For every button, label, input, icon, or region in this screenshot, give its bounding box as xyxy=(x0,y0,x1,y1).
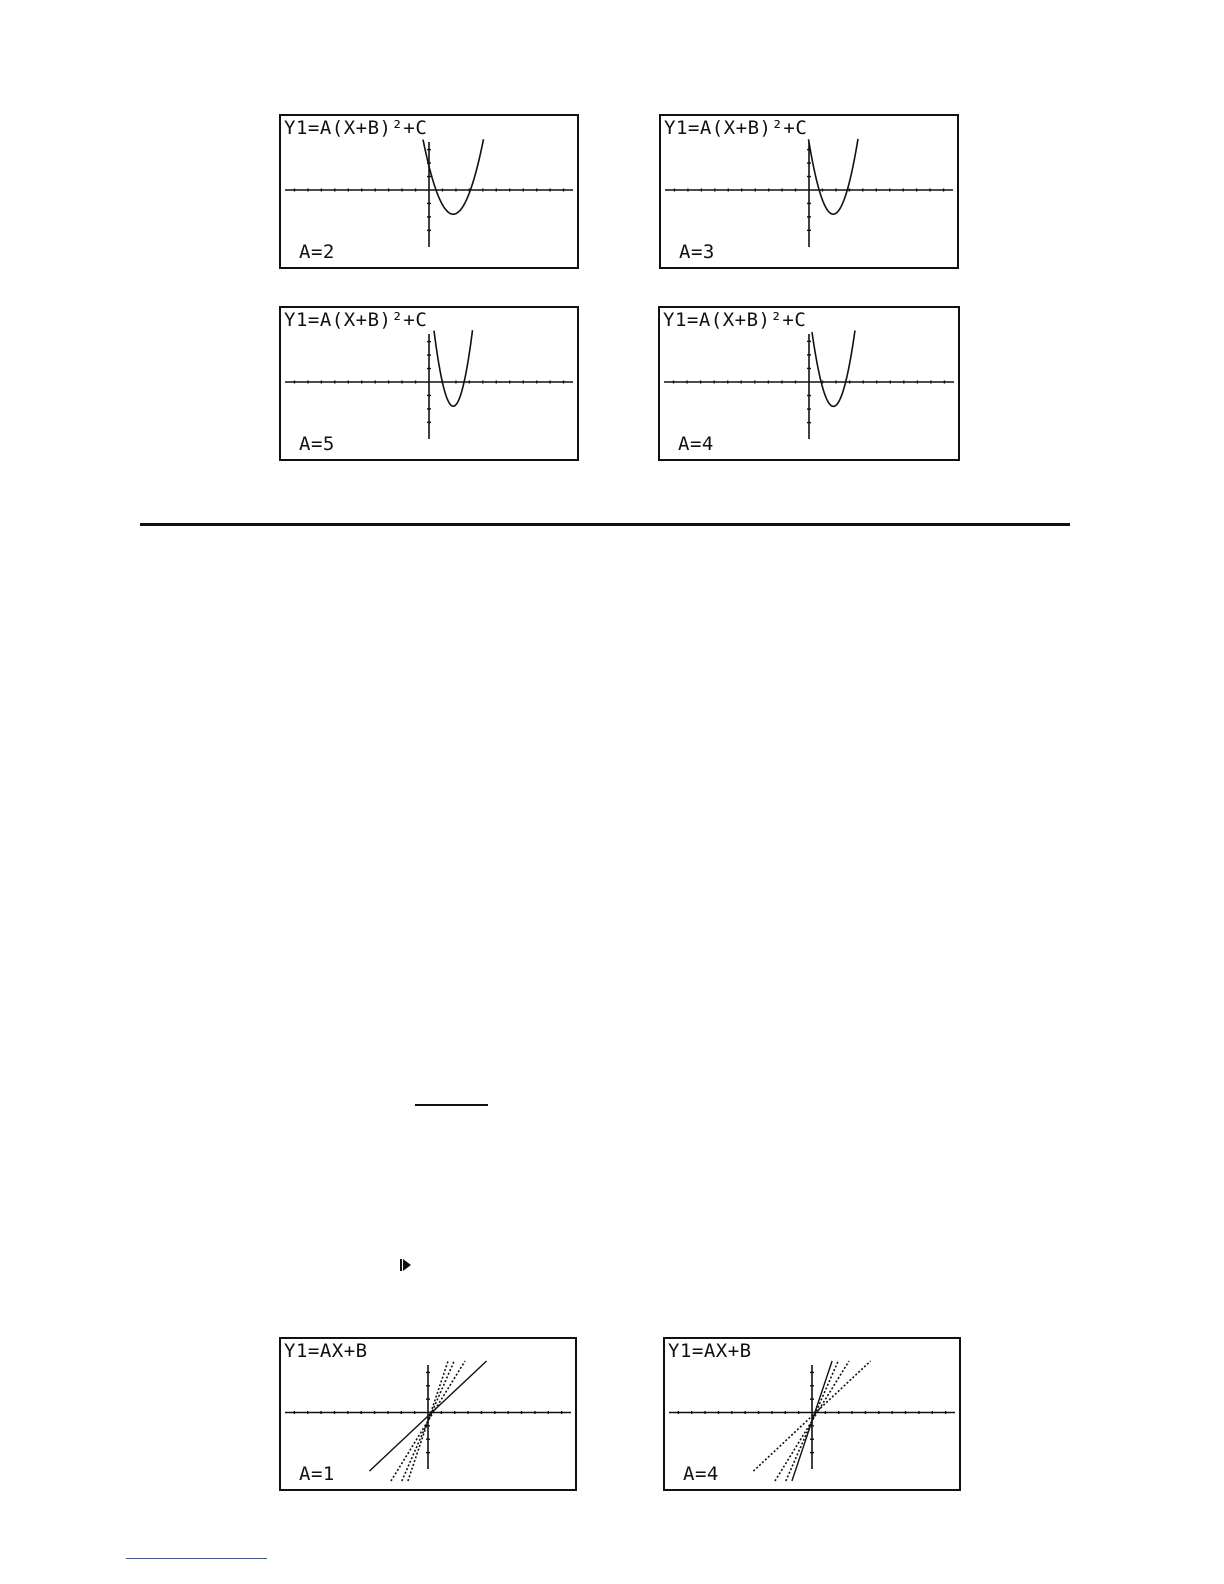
parabola-curve xyxy=(812,331,855,407)
calculator-graph-screen-linear-a4 xyxy=(663,1337,961,1491)
calculator-graph-screen-a2 xyxy=(279,114,579,269)
graph-equation: Y1=AX+B xyxy=(668,1340,752,1362)
graph-parameter-label: A=1 xyxy=(299,1463,335,1485)
graph-equation: Y1=AX+B xyxy=(284,1340,368,1362)
graph-parameter-label: A=3 xyxy=(679,241,715,263)
section-divider xyxy=(140,523,1070,526)
calculator-graph-screen-a5 xyxy=(279,306,579,461)
parabola-curve xyxy=(809,139,859,214)
link-underline xyxy=(126,1558,267,1559)
graph-parameter-label: A=2 xyxy=(299,241,335,263)
graph-parameter-label: A=4 xyxy=(683,1463,719,1485)
parabola-curve xyxy=(434,330,473,406)
parabola-curve xyxy=(423,139,484,214)
cursor-right-icon xyxy=(403,1259,411,1271)
calculator-graph-screen-a3 xyxy=(659,114,959,269)
graph-equation: Y1=A(X+B)²+C xyxy=(663,309,807,331)
graph-equation: Y1=A(X+B)²+C xyxy=(664,117,808,139)
graph-equation: Y1=A(X+B)²+C xyxy=(284,117,428,139)
calculator-graph-screen-linear-a1 xyxy=(279,1337,577,1491)
graph-parameter-label: A=4 xyxy=(678,433,714,455)
graph-parameter-label: A=5 xyxy=(299,433,335,455)
graph-equation: Y1=A(X+B)²+C xyxy=(284,309,428,331)
fraction-bar xyxy=(415,1104,488,1106)
calculator-graph-screen-a4 xyxy=(658,306,960,461)
